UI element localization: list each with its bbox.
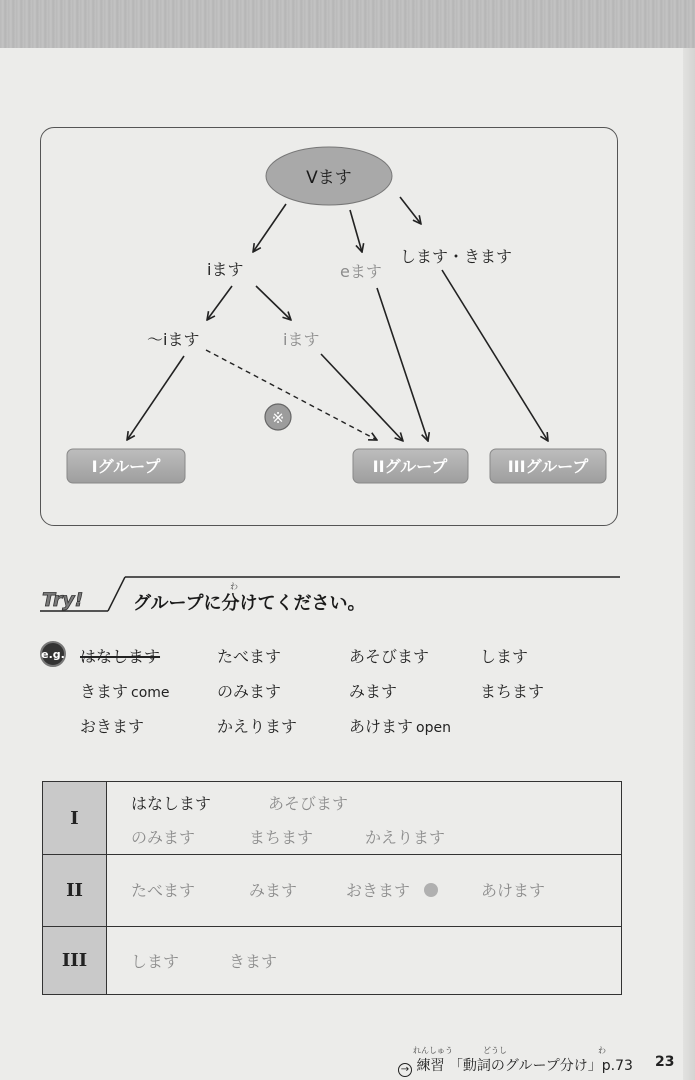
table-row-group1 xyxy=(43,782,621,854)
group2-label: IIグループ xyxy=(372,457,448,476)
title-furigana: わ xyxy=(230,582,238,591)
word-okimasu xyxy=(80,714,144,737)
node-i-masu: iます xyxy=(207,260,244,279)
try-divider-slash xyxy=(108,577,125,611)
arrow-right-icon: → xyxy=(398,1063,412,1077)
word-jp: おきます xyxy=(80,717,145,736)
word-machimasu xyxy=(480,679,544,702)
word-nomimasu xyxy=(217,679,281,702)
word-shimasu xyxy=(480,644,528,667)
word-jp: のみます xyxy=(217,682,282,701)
answer-word: きます xyxy=(229,952,278,971)
word-kaerimasu xyxy=(217,714,297,737)
word-jp: あけます xyxy=(349,717,414,736)
row-header: III xyxy=(43,927,107,994)
word-kimasu xyxy=(80,679,170,702)
answer-word: みます xyxy=(249,881,298,900)
word-en: open xyxy=(416,720,451,736)
arrow-i-to-group2 xyxy=(321,354,403,441)
answer-word: します xyxy=(131,952,180,971)
answer-word: おきます xyxy=(346,881,411,900)
answer-word: のみます xyxy=(131,828,196,847)
answer-word: まちます xyxy=(249,828,314,847)
answer-table xyxy=(42,781,622,995)
word-tabemasu xyxy=(217,644,281,667)
footer-prefix: 練習 xyxy=(416,1058,445,1074)
word-asobimasu xyxy=(349,644,429,667)
word-jp: きます xyxy=(80,682,129,701)
answer-word: かえります xyxy=(365,828,446,847)
node-tilde-i-masu: ～iます xyxy=(147,330,200,349)
eg-badge: e.g. xyxy=(40,641,66,667)
arrow-root-to-irregular xyxy=(400,197,421,224)
note-dot xyxy=(424,883,438,897)
answer-word: あけます xyxy=(481,881,546,900)
footer-link-furigana: どうし xyxy=(483,1046,507,1055)
arrow-i-to-tilde-i xyxy=(207,286,232,320)
word-jp: します xyxy=(480,647,529,666)
footer-link-furigana-2: わ xyxy=(598,1046,606,1055)
row-header: I xyxy=(43,782,107,854)
footer-link-text[interactable]: 「動詞のグループ分け」p.73 xyxy=(448,1058,633,1074)
dashed-arrow-to-group2 xyxy=(206,350,377,440)
group1-label: Iグループ xyxy=(91,457,161,476)
word-jp: まちます xyxy=(480,682,545,701)
word-jp: かえります xyxy=(217,717,298,736)
word-mimasu xyxy=(349,679,397,702)
table-row-group2 xyxy=(43,854,621,926)
try-instruction-title: グループに分けてください。 xyxy=(133,593,366,614)
node-shimasu-kimasu: します・きます xyxy=(400,247,513,266)
word-jp: はなします xyxy=(80,647,161,666)
page-number: 23 xyxy=(655,1054,675,1070)
note-mark: ※ xyxy=(271,409,285,427)
arrow-root-to-i xyxy=(253,204,286,252)
word-en: come xyxy=(131,685,170,701)
arrow-to-group1 xyxy=(127,356,184,440)
word-jp: たべます xyxy=(217,647,282,666)
node-e-masu: eます xyxy=(340,262,382,281)
table-row-group3 xyxy=(43,926,621,994)
root-label: Vます xyxy=(306,168,352,188)
answer-word: たべます xyxy=(131,881,196,900)
word-akemasu xyxy=(349,714,451,737)
word-hanashimasu-example xyxy=(80,644,160,667)
arrow-irregular-to-group3 xyxy=(442,270,548,441)
footer-prefix-furigana: れんしゅう xyxy=(413,1046,453,1055)
word-jp: あそびます xyxy=(349,647,430,666)
arrow-root-to-e xyxy=(350,210,362,252)
answer-word: あそびます xyxy=(268,794,349,813)
row-header: II xyxy=(43,855,107,926)
word-jp: みます xyxy=(349,682,398,701)
node-i-masu-2: iます xyxy=(283,330,320,349)
arrow-e-to-group2 xyxy=(377,288,428,441)
group3-label: IIIグループ xyxy=(507,457,589,476)
answer-word: はなします xyxy=(131,794,212,813)
footer-reference xyxy=(398,1055,633,1077)
try-badge: Try! xyxy=(42,589,84,611)
arrow-i-to-i xyxy=(256,286,291,320)
